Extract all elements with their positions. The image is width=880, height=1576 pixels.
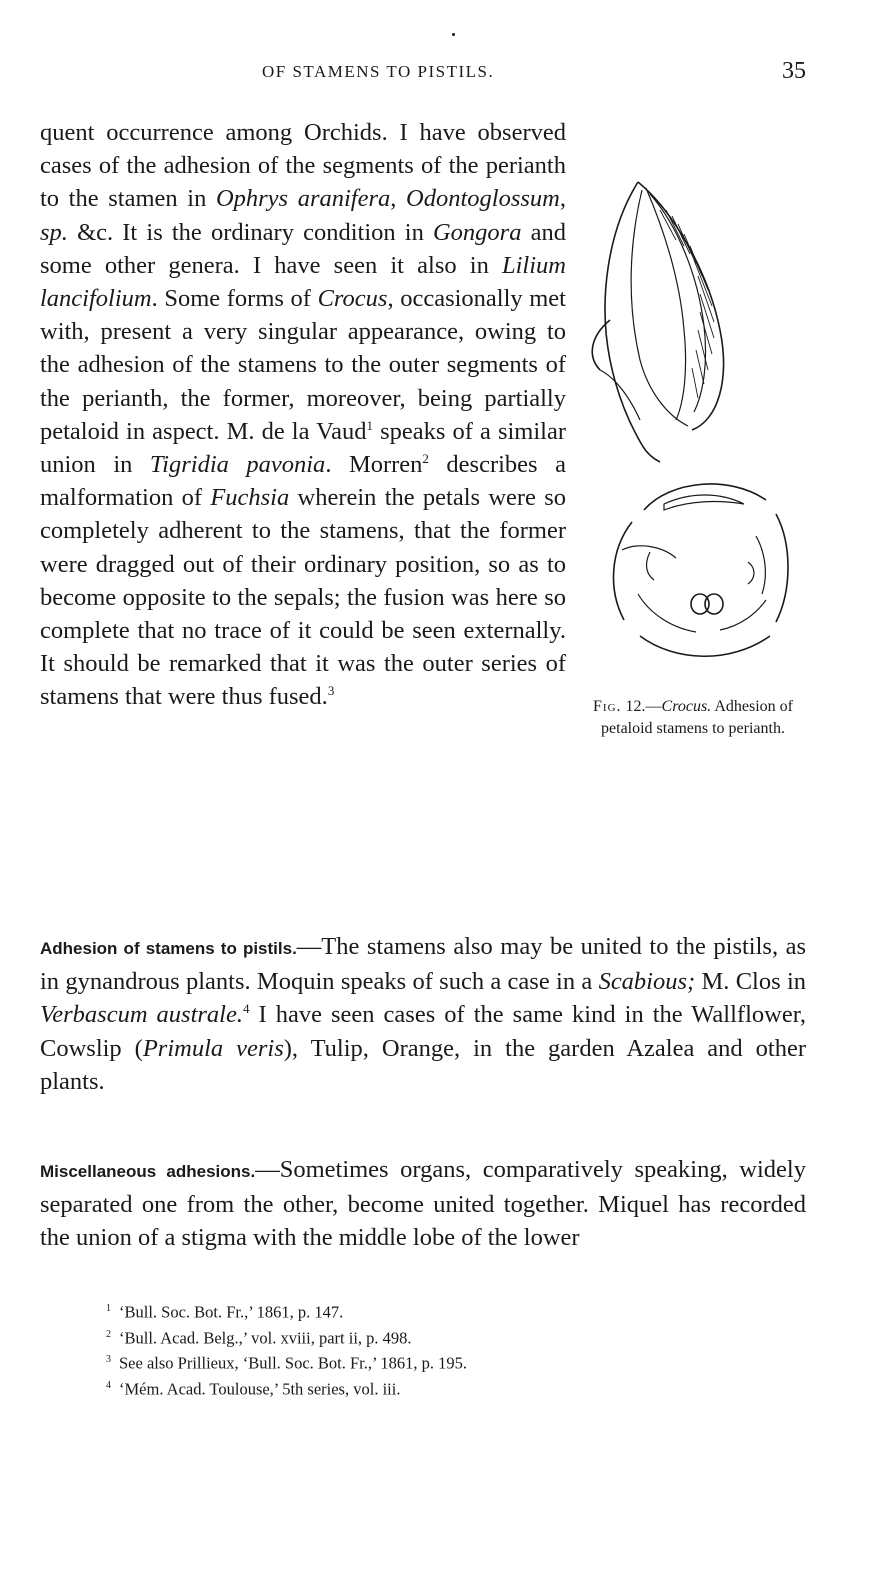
figure-label: Fig. bbox=[593, 698, 622, 715]
text-run: —Sometimes organs, comparatively speaking, widely separated one from the other, become united together. Miquel has recorded the union of a stigma with the middle lobe of the lower bbox=[40, 1156, 806, 1252]
footnote-mark: 4 bbox=[106, 1379, 111, 1391]
footnote-ref: 3 bbox=[327, 683, 335, 699]
figure-crocus bbox=[580, 170, 806, 770]
text-run: . Morren bbox=[325, 451, 423, 479]
figure-number: 12.— bbox=[625, 698, 662, 715]
text-run: &c. It is the ordinary condition in bbox=[67, 218, 433, 246]
species-name: Lilium lancifolium bbox=[40, 251, 566, 313]
genus-name: Fuchsia bbox=[210, 484, 290, 512]
text-run: and some other genera. I have seen it also in bbox=[40, 218, 566, 279]
figure-caption bbox=[580, 696, 806, 740]
text-run: , bbox=[559, 185, 566, 213]
footnote-ref: 2 bbox=[422, 450, 429, 466]
footnote-ref: 1 bbox=[366, 417, 373, 433]
footnote bbox=[106, 1349, 746, 1375]
page-header bbox=[40, 58, 806, 90]
footnote-text: See also Prillieux, ‘Bull. Soc. Bot. Fr.,’ 1861, p. 195. bbox=[119, 1353, 468, 1373]
species-name: Primula veris bbox=[142, 1034, 284, 1062]
footnote-text: ‘Mém. Acad. Toulouse,’ 5th series, vol. iii. bbox=[119, 1379, 401, 1398]
abbreviation: sp. bbox=[40, 218, 68, 246]
side-heading: Adhesion of stamens to pistils. bbox=[40, 939, 297, 958]
text-run: , occasionally met with, present a very singular appearance, owing to the adhesion of the stamens to the outer segments of the perianth, the former, moreover, being partially petaloid in aspect. M. de la Vaud bbox=[40, 285, 566, 445]
footnote-mark: 2 bbox=[106, 1328, 111, 1340]
genus-name: Gongora bbox=[432, 218, 522, 246]
crocus-illustration bbox=[580, 170, 806, 692]
text-run: describes a malformation of bbox=[40, 451, 566, 512]
species-name: Tigridia pavonia bbox=[149, 451, 326, 479]
species-name: Ophrys aranifera bbox=[215, 185, 391, 213]
text-run: . Some forms of bbox=[151, 285, 318, 313]
text-run: M. Clos in bbox=[695, 968, 806, 996]
footnote-text: ‘Bull. Acad. Belg.,’ vol. xviii, part ii, p. 498. bbox=[119, 1328, 412, 1347]
paragraph-miscellaneous bbox=[40, 1153, 806, 1255]
figure-caption-text: Adhesion of petaloid stamens to perianth. bbox=[601, 698, 793, 737]
text-run: speaks of a similar union in bbox=[40, 417, 566, 479]
text-run: I have seen cases of the same kind in the Wallflower, Cowslip ( bbox=[40, 1001, 806, 1062]
footnote bbox=[106, 1324, 746, 1350]
footnote-mark: 1 bbox=[106, 1303, 111, 1314]
footnote-mark: 3 bbox=[106, 1354, 111, 1365]
footnote-text: ‘Bull. Soc. Bot. Fr.,’ 1861, p. 147. bbox=[119, 1302, 344, 1322]
text-run: —The stamens also may be united to the pistils, as in gynandrous plants. Moquin speaks of such a case in a bbox=[40, 933, 806, 996]
footnote-ref: 4 bbox=[242, 1001, 250, 1017]
text-run: wherein the petals were so completely adherent to the stamens, that the former were dragged out of their ordinary position, so as to become opposite to the sepals; the fusion was here so complete that no trace of it could be seen externally. It should be remarked that it was the outer series of stamens that were thus fused. bbox=[40, 484, 566, 711]
page-number: 35 bbox=[782, 58, 806, 84]
side-heading: Miscellaneous adhesions. bbox=[40, 1162, 256, 1181]
text-run: quent occurrence among Orchids. I have observed cases of the adhesion of the segments of the perianth to the stamen in bbox=[40, 119, 566, 213]
genus-name: Scabious; bbox=[598, 968, 696, 996]
species-name: Verbascum australe. bbox=[40, 1001, 243, 1029]
paragraph-orchid-crocus bbox=[40, 116, 806, 776]
footnote bbox=[106, 1375, 746, 1401]
paragraph-stamens-pistils bbox=[40, 930, 806, 1098]
footnotes bbox=[106, 1298, 746, 1400]
printer-mark bbox=[452, 33, 455, 36]
genus-name: Odontoglossum bbox=[406, 185, 560, 213]
text-run: ), Tulip, Orange, in the garden Azalea and other plants. bbox=[40, 1034, 807, 1095]
footnote bbox=[106, 1298, 746, 1324]
running-head: OF STAMENS TO PISTILS. bbox=[262, 62, 495, 81]
genus-name: Crocus bbox=[317, 285, 388, 313]
figure-genus: Crocus. bbox=[661, 698, 712, 715]
text-run: , bbox=[390, 185, 407, 213]
